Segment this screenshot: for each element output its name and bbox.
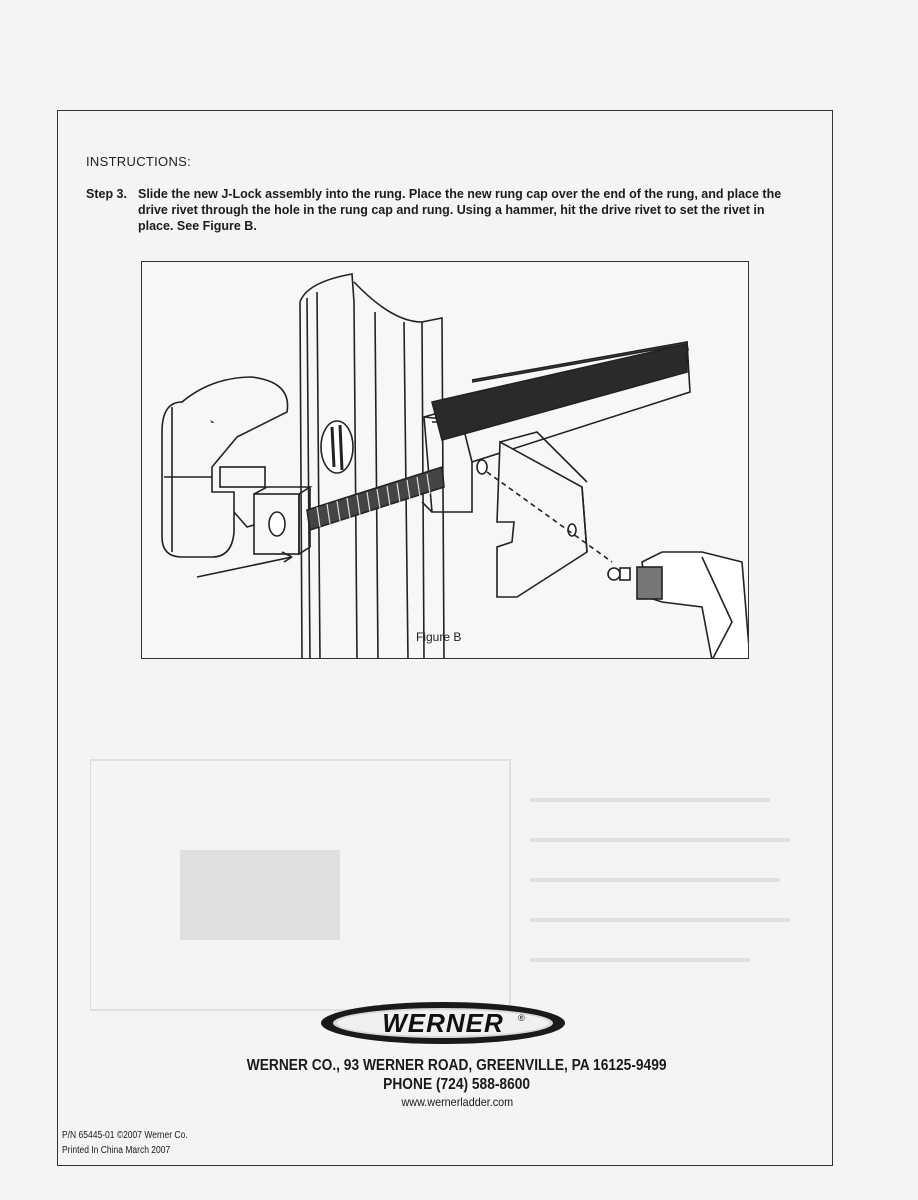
rung-cap — [497, 442, 587, 597]
part-number: P/N 65445-01 ©2007 Werner Co. — [62, 1130, 188, 1141]
direction-arrow — [197, 557, 292, 577]
bleed-through-artifact — [90, 740, 810, 1040]
werner-logo — [318, 999, 568, 1052]
company-phone: PHONE (724) 588-8600 — [383, 1076, 531, 1093]
step-label: Step 3. — [86, 187, 127, 201]
registered-mark: ® — [518, 1013, 525, 1023]
step-3-paragraph — [86, 186, 796, 234]
figure-b-illustration — [141, 261, 749, 659]
logo-wordmark: WERNER — [382, 1008, 504, 1038]
rail-hole — [321, 421, 353, 473]
print-info: Printed In China March 2007 — [62, 1145, 171, 1156]
figure-caption: Figure B — [416, 630, 462, 644]
ladder-jlock-drawing — [142, 262, 749, 659]
instructions-heading: INSTRUCTIONS: — [86, 154, 192, 169]
step-text: Slide the new J-Lock assembly into the rung. Place the new rung cap over the end of the rung, and place the drive rivet through the hole in the rung cap and rung. Using a hammer, hit the drive rivet to set the rivet in place. See Figure B. — [138, 187, 782, 233]
company-address: WERNER CO., 93 WERNER ROAD, GREENVILLE, PA 16125-9499 — [246, 1057, 667, 1074]
drive-rivet — [608, 568, 620, 580]
company-website: www.wernerladder.com — [401, 1095, 514, 1109]
